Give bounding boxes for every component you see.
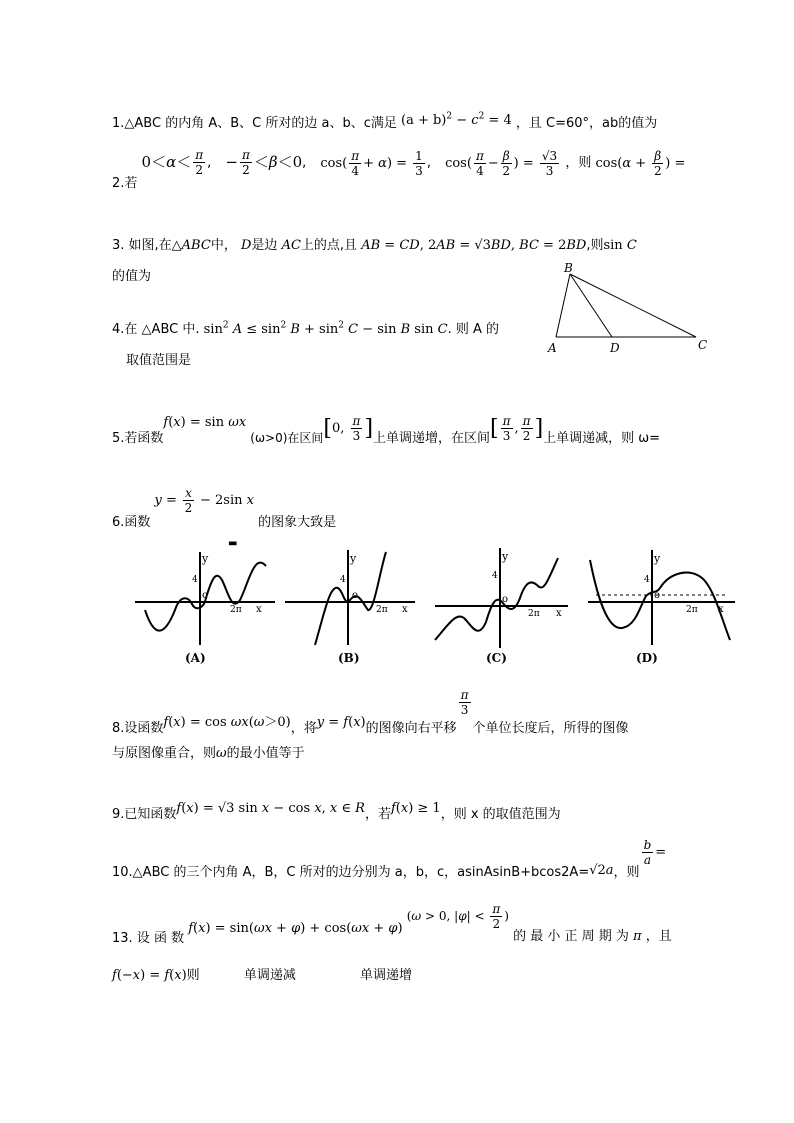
question-5 — [112, 408, 661, 446]
label-b: B — [564, 262, 573, 275]
q4-formula: $\sin^2 A \le \sin^2 B + \sin^2 C - \sin B$ sin C — [203, 320, 448, 337]
question-13 — [112, 902, 672, 946]
q13-cond: (ω > 0, |φ| < $\frac{\pi}{2}$ ) — [406, 902, 509, 931]
q4-line2: 取值范围是 — [126, 353, 192, 368]
q8-prefix: 8.设函数 — [112, 721, 164, 736]
graph-c-y: y — [502, 550, 509, 563]
graph-c — [435, 548, 568, 665]
q13-suffix1: 的 最 小 正 周 期 为 — [513, 929, 629, 944]
q10-text: 10.△ABC 的三个内角 A，B，C 所对的边分别为 a，b，c，asinAsinB+bcos2A= — [112, 865, 590, 880]
q5-cond: (ω>0)在区间 — [250, 431, 324, 445]
question-8 — [112, 688, 629, 736]
q10-ask: $\frac{b}{a}$ = — [643, 838, 667, 867]
graph-c-2pi: 2π — [528, 609, 540, 619]
q5-interval2: [ $\frac{\pi}{3}$ , $\frac{\pi}{2}$ ] — [490, 414, 544, 443]
question-10 — [112, 838, 667, 880]
q13-inc: 单调递增 — [359, 968, 412, 983]
graph-c-o: o — [502, 594, 509, 605]
q2-cond3: cos( $\frac{\pi}{4}$ + α) = $\frac{1}{3}$ — [320, 148, 423, 178]
q4-prefix: 4.在 — [112, 322, 138, 337]
q9-func: f(x) = √3 sin x − cos x, x ∈ R — [176, 801, 365, 816]
graph-a-2pi: 2π — [230, 605, 242, 615]
q3-sinc: sin C — [603, 238, 637, 253]
q3-text-a: 3. 如图,在△ — [112, 238, 182, 253]
graph-b-label: (B) — [338, 651, 360, 665]
q3-text-d: 上的点,且 — [300, 238, 358, 253]
graph-a-x: x — [256, 604, 262, 615]
q13-pi: π — [633, 929, 642, 944]
side-ab — [556, 274, 570, 337]
graph-d-y: y — [654, 552, 661, 565]
graph-c-label: (C) — [486, 651, 507, 665]
q1-suffix: ，且 C=60°，ab的值为 — [515, 116, 658, 131]
q4-tri: △ABC 中. — [141, 322, 200, 337]
q13-then: 则 — [186, 968, 200, 983]
q2-ask: cos(α + $\frac{\beta}{2}$ ) = — [595, 148, 686, 178]
q13-func: f(x) = sin(ωx + φ) + cos(ωx + φ) — [188, 921, 403, 936]
graph-b — [285, 550, 415, 665]
q8-mid3: 个单位长度后，所得的图像 — [472, 721, 629, 736]
q3-text-b: 中， — [210, 238, 237, 253]
q1-prefix: 1.△ABC 的内角 A、B、C 所对的边 a、b、c满足 — [112, 116, 397, 131]
q9-mid: ，若 — [364, 807, 391, 822]
q3-d: D — [240, 238, 252, 253]
graph-d-ytick: 4 — [644, 575, 650, 585]
question-1 — [112, 112, 657, 131]
q3-abc: ABC — [181, 238, 211, 253]
graph-d-o: o — [654, 590, 661, 601]
question-6 — [112, 486, 337, 530]
graph-b-2pi: 2π — [376, 605, 388, 615]
graph-c-ytick: 4 — [492, 571, 498, 581]
q4-suffix: . 则 A 的 — [447, 322, 499, 337]
q8-mid2: 的图像向右平移 — [365, 721, 457, 736]
q8-line2 — [112, 742, 305, 761]
q3-ac: AC — [281, 238, 301, 253]
q13-dec: 单调递减 — [243, 968, 296, 983]
label-d: D — [610, 341, 620, 355]
q2-cond2: − $\frac{\pi}{2}$ ＜β＜0 — [225, 148, 303, 177]
q6-prefix: 6.函数 — [112, 515, 151, 530]
q2-then: ，则 — [565, 155, 592, 171]
graph-b-o: o — [352, 590, 359, 601]
q8-mid1: ，将 — [290, 721, 317, 736]
q2-cond4: cos( $\frac{\pi}{4}$ − $\frac{\beta}{2}$ ) = $\frac{√3}{3}$ — [445, 148, 558, 178]
q5-mid: 上单调递增，在区间 — [373, 431, 491, 446]
q5-interval1: [0, $\frac{\pi}{3}$ ] — [323, 414, 374, 443]
graph-a-ytick: 4 — [192, 575, 198, 585]
question-4 — [112, 318, 499, 337]
graph-a-o: o — [202, 590, 209, 601]
q8-line2b: 的最小值等于 — [226, 746, 305, 761]
graph-d-label: (D) — [636, 651, 658, 665]
q13-line2 — [112, 964, 412, 983]
q5-prefix: 5.若函数 — [112, 431, 164, 446]
q8-eq: y = f(x) — [316, 715, 366, 730]
triangle-figure — [546, 262, 716, 358]
label-c: C — [698, 338, 708, 352]
graph-d — [588, 550, 735, 665]
q9-suffix: ，则 x 的取值范围为 — [440, 807, 561, 822]
graph-options — [130, 540, 740, 670]
graph-a-y: y — [202, 552, 209, 565]
q13-suffix2: ，且 — [645, 929, 672, 944]
graph-a-mark: ▬ — [228, 540, 238, 549]
q1-formula: $(a + b)^2 - c^2 = 4$ — [401, 111, 512, 128]
q2-cond1: 0＜α＜ $\frac{\pi}{2}$ — [141, 148, 204, 177]
q10-mid: ，则 — [613, 865, 640, 880]
q13-prefix: 13. 设 函 数 — [112, 931, 185, 946]
q3-formula: AB = CD, 2AB = √3BD, BC = 2BD — [361, 238, 587, 253]
question-9 — [112, 797, 561, 822]
q5-func: f(x) = sin ωx — [163, 415, 247, 430]
question-2: 2.若 0＜α＜ $\frac{\pi}{2}$ , − $\frac{\pi}{2}$ ＜β＜0, cos( $\frac{\pi}{4}$ + α) = $\frac{1}{3}$ , cos( $\frac{\pi}{4}$ − $\frac{\beta}{2}$ ) = $\frac{√3}{3}$ ，则 cos(α + $\frac{\beta}{2}$ ) = — [112, 148, 686, 191]
graph-a — [135, 540, 275, 665]
q8-omega: ω — [216, 746, 227, 761]
question-3 — [112, 234, 637, 253]
q9-cond: f(x) ≥ 1 — [390, 801, 441, 816]
graph-a-label: (A) — [185, 651, 206, 665]
q8-line2a: 与原图像重合，则 — [112, 746, 217, 761]
q5-suffix: 上单调递减，则 ω= — [543, 431, 661, 446]
graph-b-ytick: 4 — [340, 575, 346, 585]
graph-c-x: x — [556, 608, 562, 619]
label-a: A — [548, 341, 557, 355]
graph-d-x: x — [718, 604, 724, 615]
q2-number: 2.若 — [112, 175, 138, 191]
side-bc — [570, 274, 696, 337]
segment-bd — [570, 274, 612, 337]
q8-func: f(x) = cos ωx(ω＞0) — [163, 715, 291, 730]
q6-suffix: 的图象大致是 — [258, 515, 337, 530]
q9-prefix: 9.已知函数 — [112, 807, 177, 822]
q3-text-c: 是边 — [251, 238, 278, 253]
q6-func: y = $\frac{x}{2}$ − 2sin x — [154, 486, 254, 515]
graph-b-x: x — [402, 604, 408, 615]
q3-text-e: ,则 — [586, 238, 604, 253]
q13-line2-formula: f(−x) = f(x) — [112, 968, 187, 983]
graph-b-y: y — [350, 552, 357, 565]
q8-shift: $\frac{\pi}{3}$ — [460, 688, 469, 717]
graph-d-2pi: 2π — [686, 605, 698, 615]
q3-line2: 的值为 — [112, 269, 152, 284]
q10-rhs: √2a — [589, 863, 614, 878]
